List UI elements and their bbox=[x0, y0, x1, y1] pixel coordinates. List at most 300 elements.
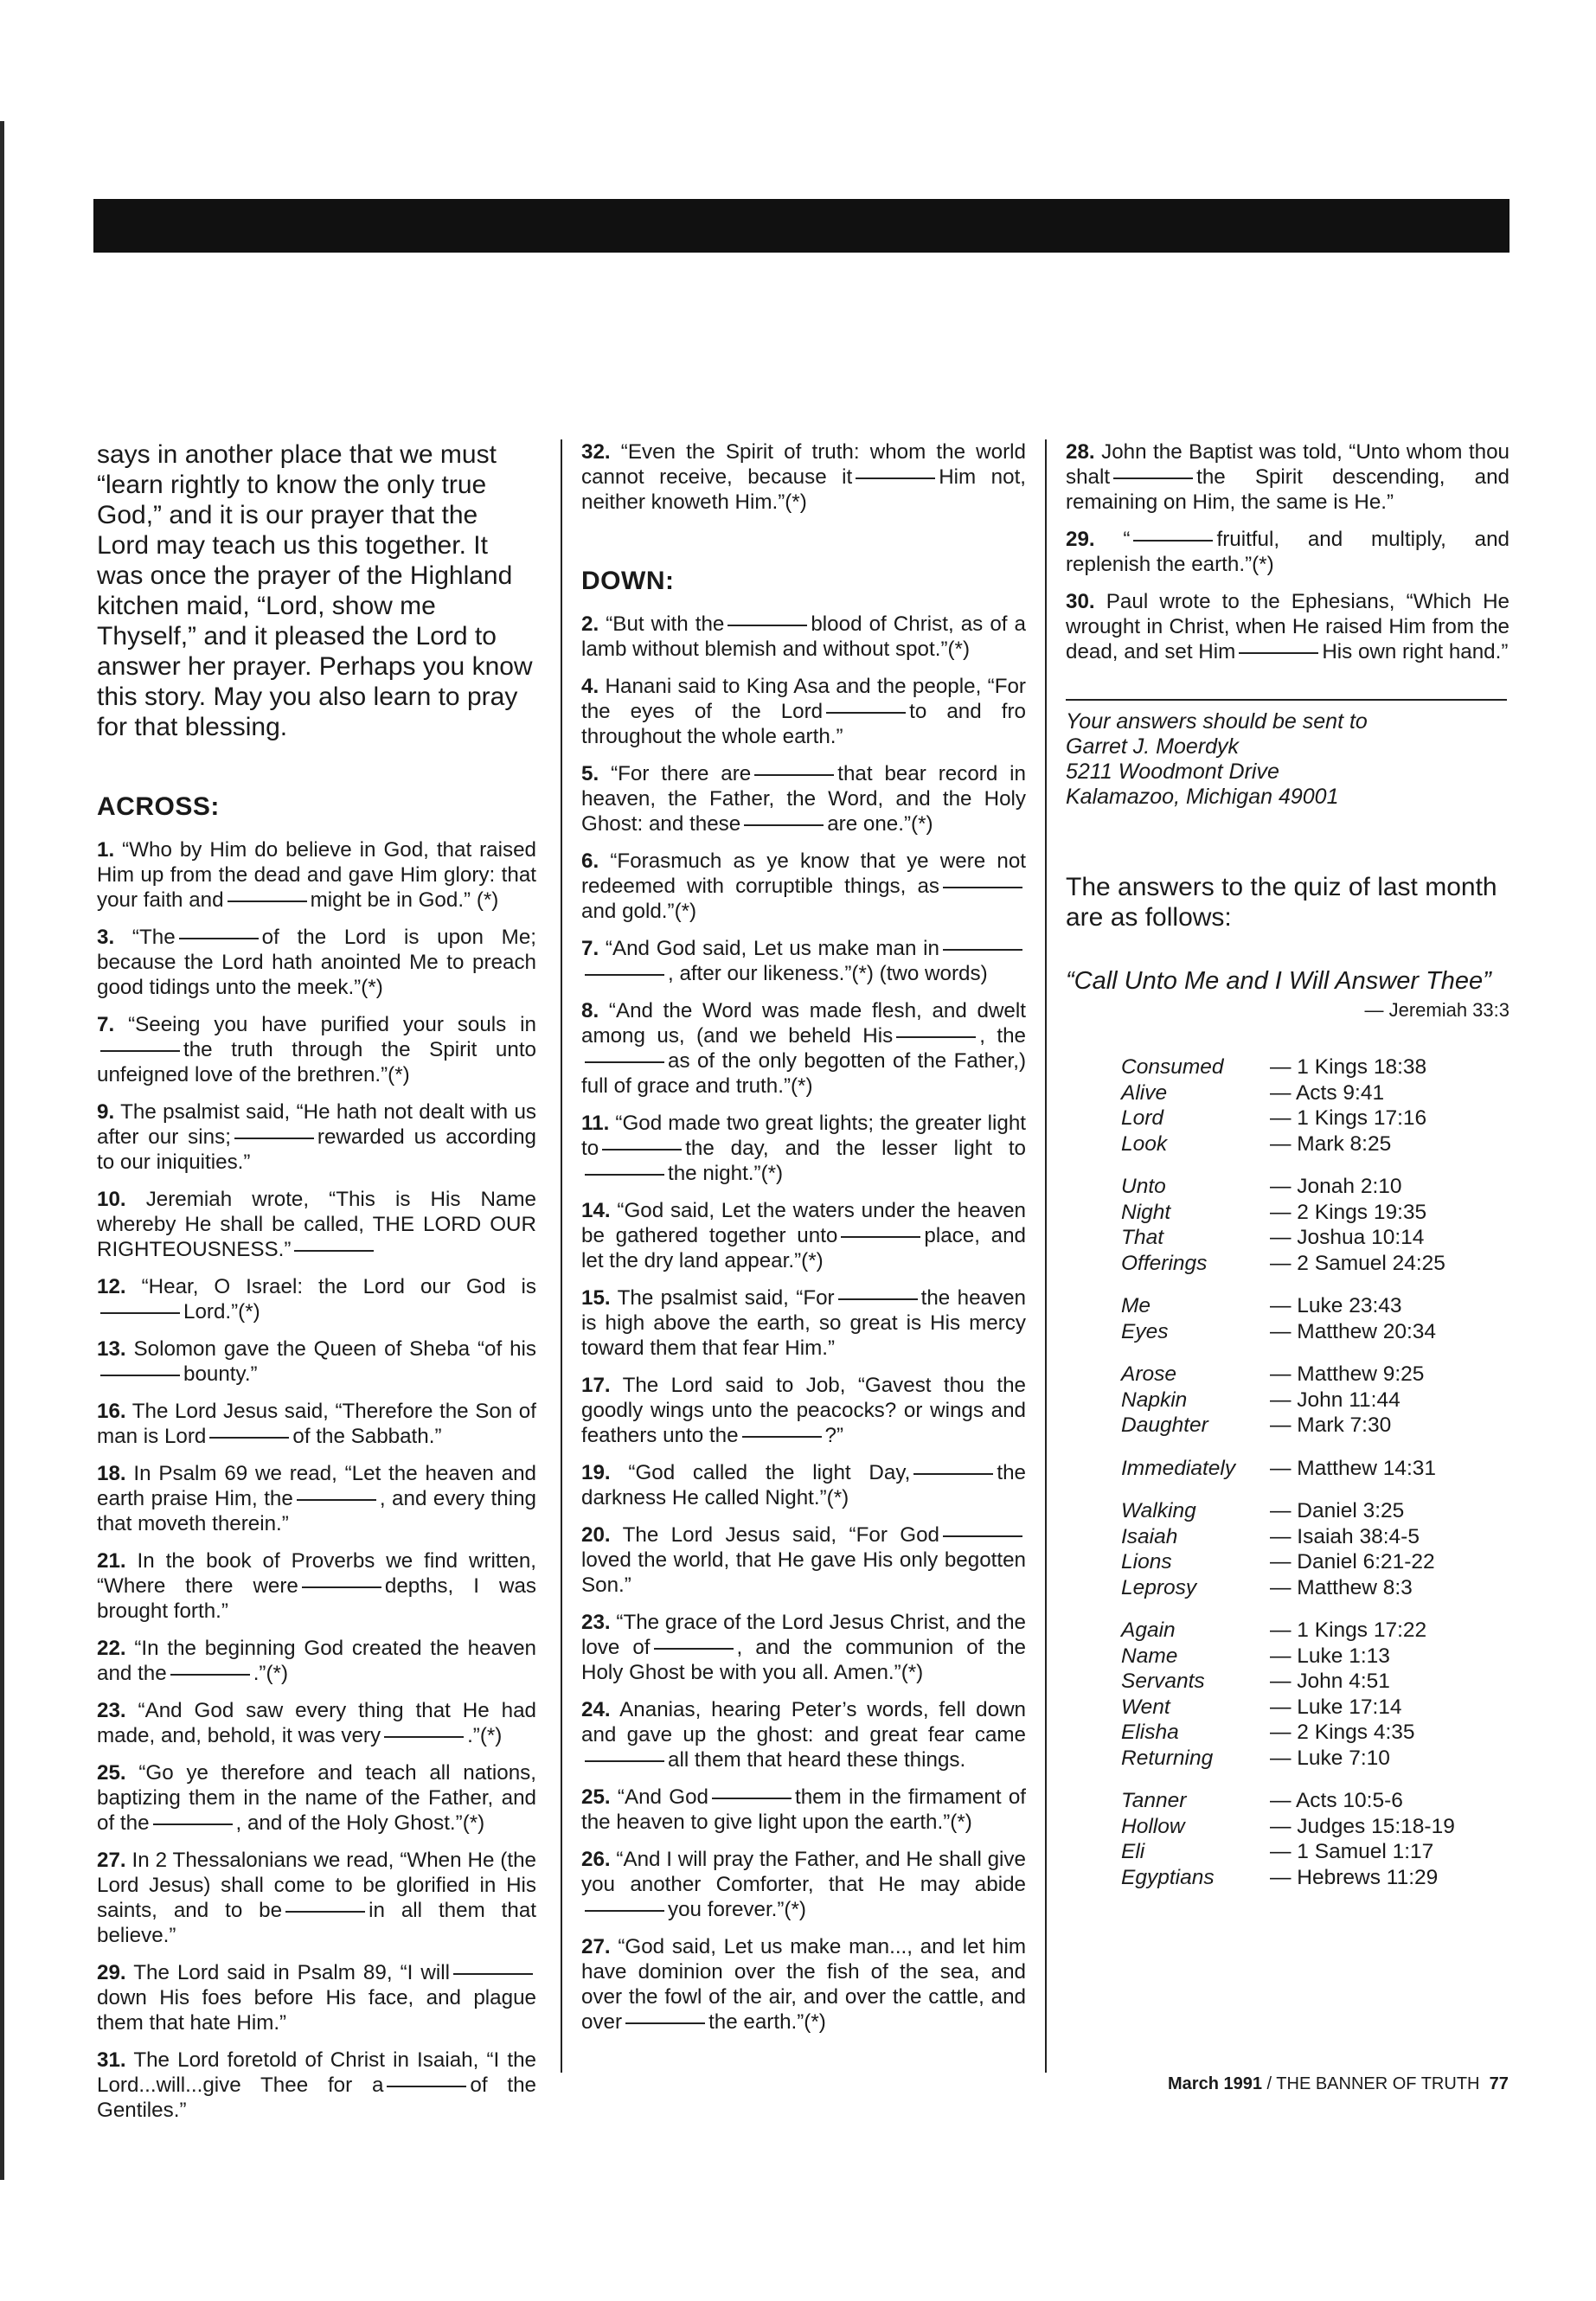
answer-word: Me bbox=[1121, 1294, 1151, 1317]
clue-item bbox=[97, 1960, 536, 2035]
clue-text: depths, I was brought forth.” bbox=[97, 1574, 536, 1623]
clue-text: bounty.” bbox=[183, 1362, 258, 1386]
clue-text: you forever.”(*) bbox=[668, 1898, 806, 1921]
clue-text: blood of Christ, as of a lamb without blemish and without spot.”(*) bbox=[581, 612, 1026, 661]
clue-text: “God made two great lights; the greater light to bbox=[581, 1112, 1026, 1160]
clue-text: Ananias, hearing Peter’s words, fell down and gave up the ghost: and great fear came bbox=[581, 1698, 1026, 1747]
answer-blank bbox=[712, 1797, 792, 1799]
answer-group bbox=[1121, 1498, 1509, 1600]
answer-word: Egyptians bbox=[1121, 1865, 1215, 1889]
answer-row bbox=[1121, 1200, 1509, 1226]
clue-text: “God called the light Day, bbox=[628, 1461, 911, 1484]
answer-row bbox=[1121, 1746, 1509, 1772]
answer-word: Leprosy bbox=[1121, 1575, 1197, 1599]
answer-row bbox=[1121, 1225, 1509, 1251]
answer-blank bbox=[826, 711, 906, 714]
answer-reference: — Isaiah 38:4-5 bbox=[1270, 1524, 1420, 1548]
answer-blank bbox=[179, 937, 259, 939]
clue-text: “Forasmuch as ye know that ye were not redeemed with corruptible things, as bbox=[581, 849, 1026, 898]
answer-word: Consumed bbox=[1121, 1055, 1224, 1079]
clue-item bbox=[97, 1461, 536, 1536]
clue-text: the earth.”(*) bbox=[708, 2010, 826, 2034]
down-clue-list-cont bbox=[1066, 439, 1509, 664]
answer-blank bbox=[453, 1972, 533, 1975]
footer-title: / THE BANNER OF TRUTH bbox=[1261, 2074, 1480, 2093]
clue-number: 31. bbox=[97, 2048, 126, 2072]
clue-number: 30. bbox=[1066, 590, 1095, 613]
clue-text: In 2 Thessalonians we read, “When He (the Lord Jesus) shall come to be glorified in His saints, and to be bbox=[97, 1849, 536, 1922]
answer-row bbox=[1121, 1788, 1509, 1814]
answer-blank bbox=[754, 773, 834, 776]
clue-text: The Lord Jesus said, “For God bbox=[622, 1523, 939, 1547]
clue-number: 23. bbox=[97, 1699, 126, 1722]
page-edge-shadow bbox=[0, 121, 4, 2180]
clue-text: , and of the Holy Ghost.”(*) bbox=[235, 1811, 485, 1835]
answer-blank bbox=[297, 1498, 376, 1501]
answer-word: Lions bbox=[1121, 1550, 1172, 1574]
answer-row bbox=[1121, 1174, 1509, 1200]
answer-blank bbox=[744, 824, 824, 826]
clue-number: 22. bbox=[97, 1637, 126, 1660]
address-line: Your answers should be sent to bbox=[1066, 709, 1368, 734]
answer-blank bbox=[654, 1647, 734, 1650]
clue-text: all them that heard these things. bbox=[668, 1748, 966, 1772]
answer-reference: — 1 Kings 17:16 bbox=[1270, 1106, 1427, 1130]
across-heading: ACROSS: bbox=[97, 792, 220, 821]
clue-number: 3. bbox=[97, 926, 115, 949]
answer-blank bbox=[387, 2085, 466, 2087]
answer-group bbox=[1121, 1788, 1509, 1890]
clue-number: 26. bbox=[581, 1848, 611, 1871]
clue-number: 29. bbox=[97, 1961, 126, 1984]
footer-page-number: 77 bbox=[1489, 2074, 1509, 2093]
clue-item bbox=[581, 1934, 1026, 2035]
answer-blank bbox=[585, 1759, 664, 1762]
intro-paragraph: says in another place that we must “learn rightly to know the only true God,” and it is our prayer that the Lord may teach us this together. It was once the prayer of the Highland kitchen maid, “Lord, show me Thyself,” and it pleased the Lord to answer her prayer. Perhaps you know this story. May you also learn to pray for that blessing. bbox=[97, 440, 533, 741]
answer-blank bbox=[585, 1173, 664, 1176]
answer-word: Arose bbox=[1121, 1362, 1177, 1386]
clue-text: “Seeing you have purified your souls in bbox=[128, 1013, 536, 1036]
answer-reference: — Jonah 2:10 bbox=[1270, 1175, 1402, 1198]
answer-blank bbox=[285, 1910, 365, 1913]
clue-text: The psalmist said, “He hath not dealt with us after our sins; bbox=[97, 1100, 536, 1149]
answer-reference: — Luke 23:43 bbox=[1270, 1294, 1402, 1317]
answer-blank bbox=[727, 624, 807, 626]
clue-item bbox=[97, 1760, 536, 1836]
answers-list bbox=[1066, 1054, 1509, 1890]
clue-text: The Lord said to Job, “Gavest thou the goodly wings unto the peacocks? or wings and feathers unto the bbox=[581, 1374, 1026, 1447]
answer-blank bbox=[943, 1535, 1022, 1537]
answer-reference: — 2 Samuel 24:25 bbox=[1270, 1251, 1445, 1275]
answer-blank bbox=[170, 1673, 250, 1676]
clue-text: , and the communion of the Holy Ghost be with you all. Amen.”(*) bbox=[581, 1636, 1027, 1684]
clue-item bbox=[581, 1785, 1026, 1835]
clue-text: fruitful, and multiply, and replenish the earth.”(*) bbox=[1066, 528, 1509, 576]
answer-blank bbox=[228, 900, 307, 902]
clue-item bbox=[97, 925, 536, 1000]
answer-row bbox=[1121, 1293, 1509, 1319]
answer-row bbox=[1121, 1080, 1509, 1106]
answer-word: Again bbox=[1121, 1618, 1176, 1642]
header-bar bbox=[93, 199, 1509, 253]
answer-blank bbox=[302, 1586, 381, 1588]
clue-number: 25. bbox=[581, 1785, 611, 1809]
clue-item bbox=[581, 1285, 1026, 1361]
clue-text: the heaven is high above the earth, so great is His mercy toward them that fear Him.” bbox=[581, 1286, 1026, 1360]
answer-row bbox=[1121, 1251, 1509, 1277]
clue-item bbox=[97, 2048, 536, 2123]
answer-blank bbox=[384, 1735, 464, 1738]
clue-text: “God said, Let us make man..., and let him have dominion over the fish of the sea, and over the fowl of the air, and over the cattle, and over bbox=[581, 1935, 1026, 2034]
clue-text: “And I will pray the Father, and He shall give you another Comforter, that He may abide bbox=[581, 1848, 1026, 1896]
clue-number: 10. bbox=[97, 1188, 126, 1211]
clue-text: The Lord said in Psalm 89, “I will bbox=[133, 1961, 450, 1984]
answer-blank bbox=[1133, 539, 1213, 542]
across-clue-list bbox=[97, 837, 536, 2123]
answer-word: Tanner bbox=[1121, 1789, 1187, 1812]
column-1 bbox=[97, 439, 536, 2135]
answer-word: Servants bbox=[1121, 1670, 1205, 1693]
clue-item bbox=[581, 849, 1026, 924]
clue-number: 32. bbox=[581, 440, 611, 464]
clue-text: Lord.”(*) bbox=[183, 1300, 260, 1324]
answer-blank bbox=[209, 1436, 289, 1439]
clue-item bbox=[1066, 589, 1509, 664]
clue-text: might be in God.” (*) bbox=[310, 888, 499, 912]
clue-text: of the Gentiles.” bbox=[97, 2073, 536, 2122]
answer-group bbox=[1121, 1293, 1509, 1344]
answer-word: Returning bbox=[1121, 1746, 1214, 1770]
answer-row bbox=[1121, 1669, 1509, 1695]
answer-word: Offerings bbox=[1121, 1251, 1208, 1275]
clue-item bbox=[97, 837, 536, 913]
clue-text: His own right hand.” bbox=[1322, 640, 1509, 663]
clue-number: 16. bbox=[97, 1400, 126, 1423]
clue-text: John the Baptist was told, “Unto whom thou shalt bbox=[1066, 440, 1509, 489]
down-clue-list bbox=[581, 612, 1026, 2035]
clue-text: “Go ye therefore and teach all nations, baptizing them in the name of the Father, and of the bbox=[97, 1761, 536, 1835]
clue-number: 18. bbox=[97, 1462, 126, 1485]
clue-number: 6. bbox=[581, 849, 599, 873]
clue-number: 7. bbox=[581, 937, 599, 960]
column-divider bbox=[1045, 439, 1047, 2073]
clue-item bbox=[97, 1548, 536, 1624]
answer-word: Elisha bbox=[1121, 1721, 1179, 1744]
column-3 bbox=[1066, 439, 1509, 1907]
answer-blank bbox=[294, 1249, 374, 1252]
clue-text: the truth through the Spirit unto unfeigned love of the brethren.”(*) bbox=[97, 1038, 536, 1086]
answer-blank bbox=[896, 1035, 976, 1038]
page-footer bbox=[1168, 2074, 1509, 2094]
answer-blank bbox=[943, 886, 1022, 888]
answer-blank bbox=[100, 1049, 180, 1052]
clue-number: 28. bbox=[1066, 440, 1095, 464]
answer-row bbox=[1121, 1106, 1509, 1131]
clue-text: the night.”(*) bbox=[668, 1162, 784, 1185]
clue-number: 15. bbox=[581, 1286, 611, 1310]
clue-number: 13. bbox=[97, 1337, 126, 1361]
answer-word: Eli bbox=[1121, 1840, 1145, 1863]
answer-word: Alive bbox=[1121, 1080, 1168, 1105]
answer-row bbox=[1121, 1575, 1509, 1601]
clue-number: 19. bbox=[581, 1461, 611, 1484]
clue-number: 14. bbox=[581, 1199, 611, 1222]
answer-group bbox=[1121, 1456, 1509, 1482]
clue-number: 27. bbox=[581, 1935, 611, 1958]
clue-text: The psalmist said, “For bbox=[617, 1286, 835, 1310]
clue-item bbox=[97, 1698, 536, 1748]
clue-text: Solomon gave the Queen of Sheba “of his bbox=[133, 1337, 536, 1361]
clue-number: 2. bbox=[581, 612, 599, 636]
answer-row bbox=[1121, 1319, 1509, 1345]
clue-text: Jeremiah wrote, “This is His Name whereby He shall be called, THE LORD OUR RIGHTEOUSNESS.” bbox=[97, 1188, 536, 1261]
answer-reference: — 2 Kings 19:35 bbox=[1270, 1200, 1427, 1224]
clue-number: 24. bbox=[581, 1698, 611, 1721]
clue-text: “In the beginning God created the heaven and the bbox=[97, 1637, 536, 1685]
answer-blank bbox=[585, 973, 664, 976]
answer-blank bbox=[1239, 651, 1318, 654]
answer-reference: — 2 Kings 4:35 bbox=[1270, 1721, 1415, 1744]
clue-item bbox=[581, 998, 1026, 1099]
answer-blank bbox=[838, 1298, 918, 1300]
clue-text: “And God bbox=[617, 1785, 708, 1809]
clue-text: “And God saw every thing that He had made, and, behold, it was very bbox=[97, 1699, 536, 1747]
clue-text: “And God said, Let us make man in bbox=[605, 937, 939, 960]
answer-blank bbox=[943, 948, 1022, 951]
answer-row bbox=[1121, 1720, 1509, 1746]
answer-word: Night bbox=[1121, 1200, 1171, 1224]
clue-number: 17. bbox=[581, 1374, 611, 1397]
answers-quote: “Call Unto Me and I Will Answer Thee” bbox=[1066, 967, 1491, 995]
clue-text: , the bbox=[979, 1024, 1026, 1048]
clue-text: the day, and the lesser light to bbox=[685, 1137, 1026, 1160]
clue-text: loved the world, that He gave His only begotten Son.” bbox=[581, 1548, 1026, 1597]
clue-number: 9. bbox=[97, 1100, 115, 1124]
clue-text: “The bbox=[131, 926, 176, 949]
answer-row bbox=[1121, 1549, 1509, 1575]
answer-reference: — Matthew 9:25 bbox=[1270, 1362, 1425, 1386]
clue-text: In the book of Proverbs we find written, “Where there were bbox=[97, 1549, 536, 1598]
clue-number: 7. bbox=[97, 1013, 115, 1036]
answer-row bbox=[1121, 1498, 1509, 1524]
clue-item bbox=[581, 674, 1026, 749]
answer-reference: — Luke 17:14 bbox=[1270, 1695, 1402, 1719]
clue-item bbox=[581, 936, 1026, 986]
answer-group bbox=[1121, 1362, 1509, 1439]
answer-reference: — Acts 10:5-6 bbox=[1270, 1789, 1403, 1812]
clue-text: “For there are bbox=[611, 762, 752, 785]
clue-text: of the Sabbath.” bbox=[292, 1425, 442, 1448]
clue-item bbox=[581, 761, 1026, 836]
answer-word: That bbox=[1121, 1226, 1164, 1249]
answer-reference: — Acts 9:41 bbox=[1270, 1080, 1385, 1105]
answer-word: Isaiah bbox=[1121, 1524, 1178, 1548]
answer-row bbox=[1121, 1362, 1509, 1388]
clue-item bbox=[97, 1848, 536, 1948]
answer-group bbox=[1121, 1618, 1509, 1771]
clue-item bbox=[581, 1610, 1026, 1685]
answers-intro: The answers to the quiz of last month are as follows: bbox=[1066, 873, 1497, 932]
answer-word: Look bbox=[1121, 1131, 1168, 1156]
clue-item bbox=[581, 1198, 1026, 1273]
answer-reference: — 1 Samuel 1:17 bbox=[1270, 1840, 1434, 1863]
answer-row bbox=[1121, 1695, 1509, 1721]
clue-text: .”(*) bbox=[253, 1662, 288, 1685]
clue-text: are one.”(*) bbox=[827, 812, 933, 836]
clue-item bbox=[581, 1847, 1026, 1922]
answer-word: Unto bbox=[1121, 1175, 1166, 1198]
clue-text: and gold.”(*) bbox=[581, 900, 697, 923]
clue-text: , after our likeness.”(*) (two words) bbox=[668, 962, 988, 985]
clue-text: the darkness He called Night.”(*) bbox=[581, 1461, 1026, 1509]
answer-blank bbox=[913, 1472, 993, 1475]
answer-group bbox=[1121, 1054, 1509, 1157]
answer-row bbox=[1121, 1839, 1509, 1865]
answer-row bbox=[1121, 1618, 1509, 1644]
answer-word: Hollow bbox=[1121, 1814, 1185, 1838]
column-divider bbox=[561, 439, 562, 2073]
answer-reference: — Luke 7:10 bbox=[1270, 1746, 1390, 1770]
answer-blank bbox=[856, 477, 935, 479]
answer-blank bbox=[841, 1235, 920, 1238]
address-line: Garret J. Moerdyk bbox=[1066, 734, 1240, 759]
clue-text: .”(*) bbox=[467, 1724, 503, 1747]
answer-reference: — Luke 1:13 bbox=[1270, 1644, 1390, 1668]
clue-text: Him not, neither knoweth Him.”(*) bbox=[581, 465, 1027, 514]
answer-reference: — Joshua 10:14 bbox=[1270, 1226, 1425, 1249]
clue-number: 23. bbox=[581, 1611, 611, 1634]
clue-number: 25. bbox=[97, 1761, 126, 1785]
clue-item bbox=[97, 1012, 536, 1087]
clue-item bbox=[581, 612, 1026, 662]
address-divider bbox=[1066, 699, 1507, 701]
clue-item bbox=[581, 1460, 1026, 1510]
answer-blank bbox=[1113, 477, 1193, 479]
answer-word: Eyes bbox=[1121, 1319, 1169, 1343]
answer-row bbox=[1121, 1131, 1509, 1157]
clue-text: The Lord foretold of Christ in Isaiah, “I the Lord...will...give Thee for a bbox=[97, 2048, 536, 2097]
answers-quote-ref: — Jeremiah 33:3 bbox=[1364, 999, 1509, 1021]
answer-reference: — Matthew 20:34 bbox=[1270, 1319, 1437, 1343]
answer-reference: — 1 Kings 18:38 bbox=[1270, 1055, 1427, 1079]
answer-blank bbox=[100, 1374, 180, 1376]
clue-text: “But with the bbox=[606, 612, 725, 636]
clue-number: 4. bbox=[581, 675, 599, 698]
answer-row bbox=[1121, 1814, 1509, 1840]
answer-blank bbox=[100, 1311, 180, 1314]
clue-item bbox=[97, 1187, 536, 1262]
answer-reference: — 1 Kings 17:22 bbox=[1270, 1618, 1427, 1642]
answer-word: Lord bbox=[1121, 1106, 1164, 1130]
clue-number: 27. bbox=[97, 1849, 126, 1872]
answer-blank bbox=[625, 2022, 705, 2024]
answer-reference: — Daniel 3:25 bbox=[1270, 1499, 1405, 1522]
clue-item bbox=[581, 1697, 1026, 1772]
answer-word: Went bbox=[1121, 1695, 1170, 1719]
clue-text: “Even the Spirit of truth: whom the world cannot receive, because it bbox=[581, 440, 1026, 489]
clue-item bbox=[581, 1522, 1026, 1598]
clue-item bbox=[1066, 527, 1509, 577]
clue-text: “Hear, O Israel: the Lord our God is bbox=[141, 1275, 536, 1298]
clue-number: 11. bbox=[581, 1112, 610, 1135]
answer-reference: — Judges 15:18-19 bbox=[1270, 1814, 1455, 1838]
clue-text: place, and let the dry land appear.”(*) bbox=[581, 1224, 1026, 1272]
clue-item bbox=[97, 1399, 536, 1449]
clue-item bbox=[97, 1274, 536, 1324]
answer-reference: — John 4:51 bbox=[1270, 1670, 1390, 1693]
answer-reference: — Matthew 14:31 bbox=[1270, 1456, 1437, 1480]
clue-text: them in the firmament of the heaven to give light upon the earth.”(*) bbox=[581, 1785, 1027, 1834]
clue-item bbox=[581, 439, 1026, 515]
answer-reference: — John 11:44 bbox=[1270, 1388, 1401, 1412]
clue-text: “The grace of the Lord Jesus Christ, and the love of bbox=[581, 1611, 1026, 1659]
answer-row bbox=[1121, 1644, 1509, 1670]
answer-reference: — Hebrews 11:29 bbox=[1270, 1865, 1439, 1889]
clue-text: Hanani said to King Asa and the people, “For the eyes of the Lord bbox=[581, 675, 1026, 723]
clue-text: Paul wrote to the Ephesians, “Which He wrought in Christ, when He raised Him from the dead, and set Him bbox=[1066, 590, 1509, 663]
clue-item bbox=[97, 1099, 536, 1175]
clue-text: “And the Word was made flesh, and dwelt among us, (and we beheld His bbox=[581, 999, 1026, 1048]
clue-number: 29. bbox=[1066, 528, 1095, 551]
clue-number: 8. bbox=[581, 999, 599, 1022]
clue-number: 12. bbox=[97, 1275, 126, 1298]
answer-reference: — Daniel 6:21-22 bbox=[1270, 1550, 1435, 1574]
column-2 bbox=[581, 439, 1026, 2047]
answer-row bbox=[1121, 1456, 1509, 1482]
clue-text: The Lord Jesus said, “Therefore the Son of man is Lord bbox=[97, 1400, 536, 1448]
clue-text: rewarded us according to our iniquities.” bbox=[97, 1125, 537, 1174]
clue-text: ?” bbox=[824, 1424, 844, 1447]
clue-number: 1. bbox=[97, 838, 115, 862]
clue-item bbox=[581, 1373, 1026, 1448]
answer-reference: — Mark 7:30 bbox=[1270, 1413, 1392, 1437]
answer-blank bbox=[234, 1137, 314, 1139]
answer-word: Name bbox=[1121, 1644, 1178, 1668]
answer-row bbox=[1121, 1524, 1509, 1550]
answer-blank bbox=[585, 1061, 664, 1063]
clue-text: , and every thing that moveth therein.” bbox=[97, 1487, 536, 1535]
clue-item bbox=[97, 1636, 536, 1686]
answer-row bbox=[1121, 1865, 1509, 1891]
clue-number: 5. bbox=[581, 762, 599, 785]
clue-text: that bear record in heaven, the Father, the Word, and the Holy Ghost: and these bbox=[581, 762, 1026, 836]
answer-word: Immediately bbox=[1121, 1456, 1236, 1480]
footer-issue: March 1991 bbox=[1168, 2074, 1262, 2093]
answer-reference: — Mark 8:25 bbox=[1270, 1131, 1392, 1156]
answer-word: Walking bbox=[1121, 1499, 1196, 1522]
across-clue-list-cont bbox=[581, 439, 1026, 515]
clue-text: in all them that believe.” bbox=[97, 1899, 536, 1947]
answer-blank bbox=[585, 1909, 664, 1912]
address-line: 5211 Woodmont Drive bbox=[1066, 760, 1279, 784]
answer-blank bbox=[742, 1435, 822, 1438]
answer-row bbox=[1121, 1054, 1509, 1080]
clue-text: the Spirit descending, and remaining on Him, the same is He.” bbox=[1066, 465, 1509, 514]
clue-item bbox=[1066, 439, 1509, 515]
clue-text: In Psalm 69 we read, “Let the heaven and earth praise Him, the bbox=[97, 1462, 536, 1510]
clue-text: “Who by Him do believe in God, that raised Him up from the dead and gave Him glory: that your faith and bbox=[97, 838, 536, 912]
clue-item bbox=[581, 1111, 1026, 1186]
address-line: Kalamazoo, Michigan 49001 bbox=[1066, 785, 1339, 809]
clue-text: to and fro throughout the whole earth.” bbox=[581, 700, 1026, 748]
clue-text: down His foes before His face, and plague them that hate Him.” bbox=[97, 1986, 536, 2035]
answer-blank bbox=[153, 1823, 233, 1825]
clue-text: of the Lord is upon Me; because the Lord hath anointed Me to preach good tidings unto the meek.”(*) bbox=[97, 926, 536, 999]
clue-number: 21. bbox=[97, 1549, 126, 1573]
answer-row bbox=[1121, 1413, 1509, 1439]
answer-word: Napkin bbox=[1121, 1388, 1188, 1412]
clue-item bbox=[97, 1336, 536, 1387]
